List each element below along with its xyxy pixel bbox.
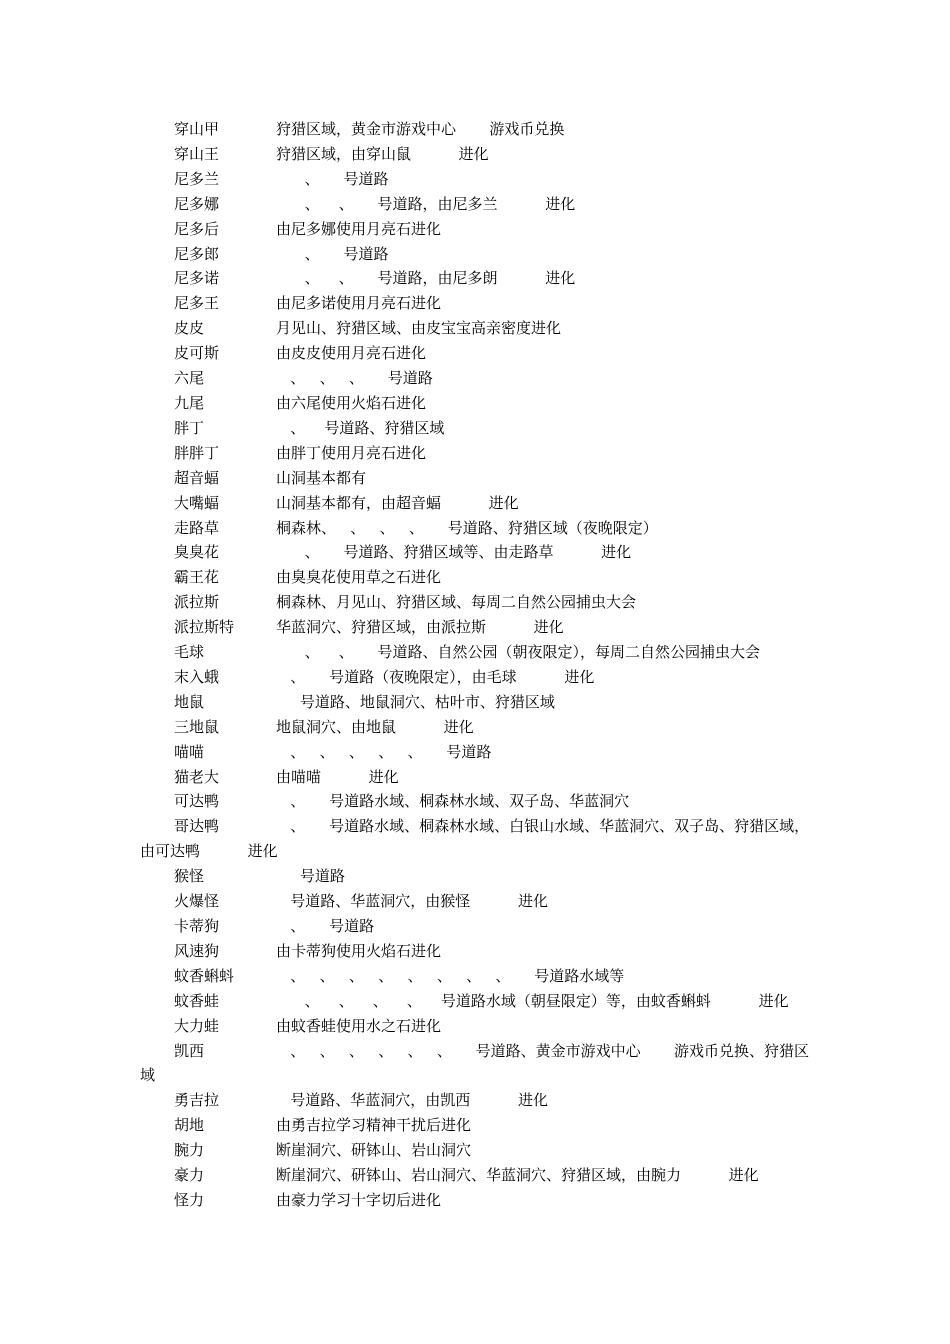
pokemon-location: 、 号道路: [276, 917, 375, 935]
list-item: [140, 391, 820, 416]
pokemon-location: 、 、 、 号道路: [276, 369, 433, 388]
list-item: [140, 441, 820, 466]
pokemon-location: 由豪力学习十字切后进化: [276, 1190, 442, 1209]
pokemon-location: 、 号道路: [276, 244, 389, 263]
pokemon-name: 猫老大: [174, 767, 220, 786]
list-item: [140, 914, 820, 939]
pokemon-name: 臭臭花: [174, 543, 220, 562]
list-item: [140, 789, 820, 814]
list-item: [140, 192, 820, 217]
pokemon-location: 由蚊香蛙使用水之石进化: [276, 1016, 442, 1035]
pokemon-name: 猴怪: [174, 867, 205, 886]
list-item: [140, 690, 820, 715]
list-item: [140, 242, 820, 267]
list-item: [140, 740, 820, 765]
list-item: [140, 117, 820, 142]
list-item: [140, 989, 820, 1014]
pokemon-location: 狩猎区域，由穿山鼠 进化: [276, 144, 489, 163]
pokemon-location: 桐森林、月见山、狩猎区域、每周二自然公园捕虫大会: [276, 593, 637, 612]
pokemon-location: 、 、 号道路，由尼多兰 进化: [276, 194, 576, 213]
list-item: [140, 1138, 820, 1163]
pokemon-name: 胡地: [174, 1116, 205, 1135]
pokemon-name: 派拉斯特: [174, 618, 235, 637]
pokemon-name: 尼多王: [174, 294, 220, 313]
pokemon-name: 大力蛙: [174, 1016, 220, 1035]
pokemon-location: 、 号道路、狩猎区域等、由走路草 进化: [276, 543, 632, 562]
pokemon-location: 由胖丁使用月亮石进化: [276, 443, 427, 462]
list-item: [140, 466, 820, 491]
pokemon-location: 由尼多诺使用月亮石进化: [276, 294, 442, 313]
pokemon-name: 胖丁: [174, 418, 205, 437]
pokemon-location: 、 号道路水域、桐森林水域、白银山水域、华蓝洞穴、双子岛、狩猎区域，由可达鸭 进化: [140, 817, 810, 861]
pokemon-location: 断崖洞穴、研钵山、岩山洞穴、华蓝洞穴、狩猎区域，由腕力 进化: [276, 1166, 759, 1185]
pokemon-location: 、 、 号道路、自然公园（朝夜限定），每周二自然公园捕虫大会: [276, 643, 761, 662]
pokemon-location: 号道路、华蓝洞穴，由猴怪 进化: [276, 892, 548, 911]
list-item: [140, 889, 820, 914]
pokemon-name: 皮皮: [174, 319, 205, 338]
pokemon-name: 蚊香蛙: [174, 991, 220, 1010]
list-item: [140, 590, 820, 615]
list-item: [140, 715, 820, 740]
list-item: [140, 516, 820, 541]
pokemon-location: 桐森林、 、 、 、 号道路、狩猎区域（夜晚限定）: [276, 518, 658, 537]
list-item: [140, 964, 820, 989]
pokemon-location: 号道路、地鼠洞穴、枯叶市、狩猎区域: [276, 692, 555, 711]
pokemon-name: 风速狗: [174, 941, 220, 960]
pokemon-location-list: [140, 117, 820, 1213]
list-item: [140, 1113, 820, 1138]
pokemon-location: 、 号道路、狩猎区域: [276, 418, 445, 437]
pokemon-name: 毛球: [174, 643, 205, 662]
pokemon-location: 由臭臭花使用草之石进化: [276, 568, 442, 587]
list-item: [140, 142, 820, 167]
pokemon-name: 皮可斯: [174, 344, 220, 363]
pokemon-name: 穿山甲: [174, 120, 220, 138]
pokemon-name: 地鼠: [174, 692, 205, 711]
pokemon-location: 由勇吉拉学习精神干扰后进化: [276, 1116, 472, 1135]
list-item: [140, 217, 820, 242]
pokemon-name: 走路草: [174, 518, 220, 537]
pokemon-location: 、 、 、 、 、 、 号道路、黄金市游戏中心 游戏币兑换、狩猎区域: [140, 1041, 810, 1085]
pokemon-location: 、 、 、 、 、 号道路: [276, 742, 492, 761]
list-item: [140, 565, 820, 590]
pokemon-name: 豪力: [174, 1166, 205, 1185]
list-item: [140, 316, 820, 341]
pokemon-name: 火爆怪: [174, 892, 220, 911]
pokemon-name: 霸王花: [174, 568, 220, 587]
pokemon-location: 由卡蒂狗使用火焰石进化: [276, 941, 442, 960]
pokemon-name: 六尾: [174, 369, 205, 388]
pokemon-location: 山洞基本都有，由超音蝠 进化: [276, 493, 519, 512]
list-item: [140, 491, 820, 516]
pokemon-location: 由六尾使用火焰石进化: [276, 393, 427, 412]
list-item: [140, 341, 820, 366]
pokemon-name: 末入蛾: [174, 667, 220, 686]
list-item: [140, 1188, 820, 1213]
pokemon-location: 、 号道路水域、桐森林水域、双子岛、华蓝洞穴: [276, 792, 630, 811]
pokemon-location: 、 、 、 、 号道路水域（朝昼限定）等，由蚊香蝌蚪 进化: [276, 991, 789, 1010]
pokemon-name: 尼多郎: [174, 244, 220, 263]
list-item: [140, 416, 820, 441]
pokemon-name: 穿山王: [174, 144, 220, 163]
pokemon-name: 怪力: [174, 1190, 205, 1209]
pokemon-name: 勇吉拉: [174, 1091, 220, 1110]
list-item: [140, 291, 820, 316]
pokemon-name: 九尾: [174, 393, 205, 412]
pokemon-name: 蚊香蝌蚪: [174, 966, 235, 985]
pokemon-location: 号道路: [276, 867, 345, 886]
list-item: [140, 665, 820, 690]
list-item: [140, 366, 820, 391]
pokemon-name: 卡蒂狗: [174, 917, 220, 935]
list-item: [140, 540, 820, 565]
list-item: [140, 640, 820, 665]
list-item: [140, 939, 820, 964]
pokemon-location: 地鼠洞穴、由地鼠 进化: [276, 717, 474, 736]
pokemon-name: 三地鼠: [174, 717, 220, 736]
pokemon-name: 超音蝠: [174, 468, 220, 487]
list-item: [140, 1014, 820, 1039]
list-item: [140, 1163, 820, 1188]
pokemon-location: 由喵喵 进化: [276, 767, 399, 786]
pokemon-location: 月见山、狩猎区域、由皮宝宝高亲密度进化: [276, 319, 562, 338]
list-item: [140, 765, 820, 790]
list-item: [140, 814, 820, 864]
list-item: [140, 167, 820, 192]
pokemon-name: 尼多兰: [174, 169, 220, 188]
pokemon-name: 凯西: [174, 1041, 205, 1060]
pokemon-location: 号道路、华蓝洞穴，由凯西 进化: [276, 1091, 548, 1110]
pokemon-name: 派拉斯: [174, 593, 220, 612]
pokemon-location: 华蓝洞穴、狩猎区域，由派拉斯 进化: [276, 618, 564, 637]
pokemon-location: 山洞基本都有: [276, 468, 367, 487]
pokemon-location: 、 、 号道路，由尼多朗 进化: [276, 269, 576, 288]
pokemon-name: 尼多诺: [174, 269, 220, 288]
pokemon-name: 尼多后: [174, 219, 220, 238]
list-item: [140, 1088, 820, 1113]
pokemon-name: 喵喵: [174, 742, 205, 761]
list-item: [140, 615, 820, 640]
pokemon-location: 、 号道路（夜晚限定），由毛球 进化: [276, 667, 595, 686]
list-item: [140, 1039, 820, 1089]
pokemon-name: 尼多娜: [174, 194, 220, 213]
pokemon-location: 、 号道路: [276, 169, 389, 188]
list-item: [140, 864, 820, 889]
pokemon-name: 大嘴蝠: [174, 493, 220, 512]
pokemon-location: 由皮皮使用月亮石进化: [276, 344, 427, 363]
pokemon-name: 腕力: [174, 1141, 205, 1160]
pokemon-location: 、 、 、 、 、 、 、 、 号道路水域等: [276, 966, 625, 985]
pokemon-name: 可达鸭: [174, 792, 220, 811]
pokemon-location: 断崖洞穴、研钵山、岩山洞穴: [276, 1141, 472, 1160]
pokemon-name: 胖胖丁: [174, 443, 220, 462]
pokemon-location: 狩猎区域，黄金市游戏中心 游戏币兑换: [276, 120, 565, 138]
pokemon-location: 由尼多娜使用月亮石进化: [276, 219, 442, 238]
list-item: [140, 266, 820, 291]
pokemon-name: 哥达鸭: [174, 817, 220, 836]
